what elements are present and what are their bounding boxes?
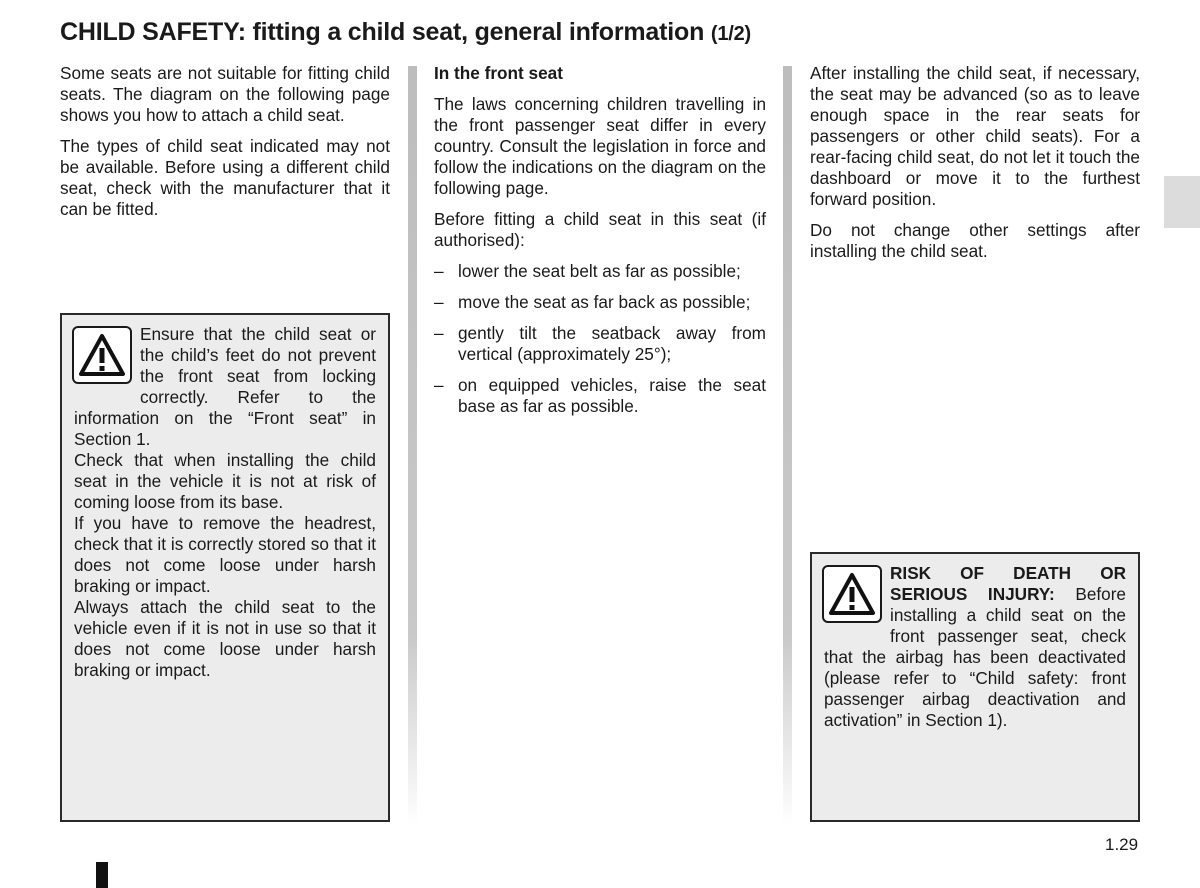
paragraph: Some seats are not suitable for fitting child seats. The diagram on the following page shows you how to attach a child seat. <box>60 63 390 125</box>
page-title-text: CHILD SAFETY: fitting a child seat, general information <box>60 18 705 46</box>
corner-mark <box>96 862 108 888</box>
page-title <box>60 18 751 47</box>
warning-triangle-icon <box>72 326 132 384</box>
list-item: – on equipped vehicles, raise the seat base as far as possible. <box>434 375 766 417</box>
column-1 <box>60 63 390 230</box>
column-2 <box>434 63 766 427</box>
warning-paragraph: Always attach the child seat to the vehicle even if it is not in use so that it does not come loose under harsh braking or impact. <box>74 597 376 680</box>
warning-lead: RISK OF DEATH OR SERIOUS INJURY: <box>890 563 1126 604</box>
column-divider <box>783 66 792 826</box>
paragraph: Do not change other settings after installing the child seat. <box>810 220 1140 261</box>
section-thumb-tab <box>1164 176 1200 228</box>
warning-box-seat-fitting <box>60 313 390 822</box>
paragraph: After installing the child seat, if necessary, the seat may be advanced (so as to leave enough space in the rear seats for passengers or other child seats). For a rear-facing child seat, do not let it touch the dashboard or move it to the furthest forward position. <box>810 63 1140 209</box>
warning-triangle-icon <box>822 565 882 623</box>
page-part-indicator: (1/2) <box>710 23 752 45</box>
warning-box-airbag <box>810 552 1140 822</box>
paragraph: Before fitting a child seat in this seat (if authorised): <box>434 209 766 250</box>
paragraph: The types of child seat indicated may not be available. Before using a different child seat, check with the manufacturer that it can be fitted. <box>60 136 390 219</box>
warning-paragraph: Ensure that the child seat or the child’s feet do not prevent the front seat from locking correctly. Refer to the information on the “Front seat” in Section 1. <box>74 324 376 449</box>
column-3 <box>810 63 1140 272</box>
paragraph: The laws concerning children travelling in the front passenger seat differ in every country. Consult the legislation in force and follow the indications on the diagram on the following page. <box>434 94 766 198</box>
warning-text: Before installing a child seat on the front passenger seat, check that the airbag has been deactivated (please refer to “Child safety: front passenger airbag deactivation and activation” in Section 1). <box>824 584 1126 730</box>
instruction-list <box>434 261 766 417</box>
list-item: – move the seat as far back as possible; <box>434 292 766 313</box>
warning-paragraph: Check that when installing the child seat in the vehicle it is not at risk of coming loose from its base. <box>74 450 376 512</box>
page-number: 1.29 <box>1105 835 1139 854</box>
column-divider <box>408 66 417 826</box>
section-subheading: In the front seat <box>434 63 563 83</box>
warning-paragraph: If you have to remove the headrest, check that it is correctly stored so that it does not come loose under harsh braking or impact. <box>74 513 376 596</box>
list-item: – lower the seat belt as far as possible; <box>434 261 766 282</box>
list-item: – gently tilt the seatback away from vertical (approximately 25°); <box>434 323 766 365</box>
